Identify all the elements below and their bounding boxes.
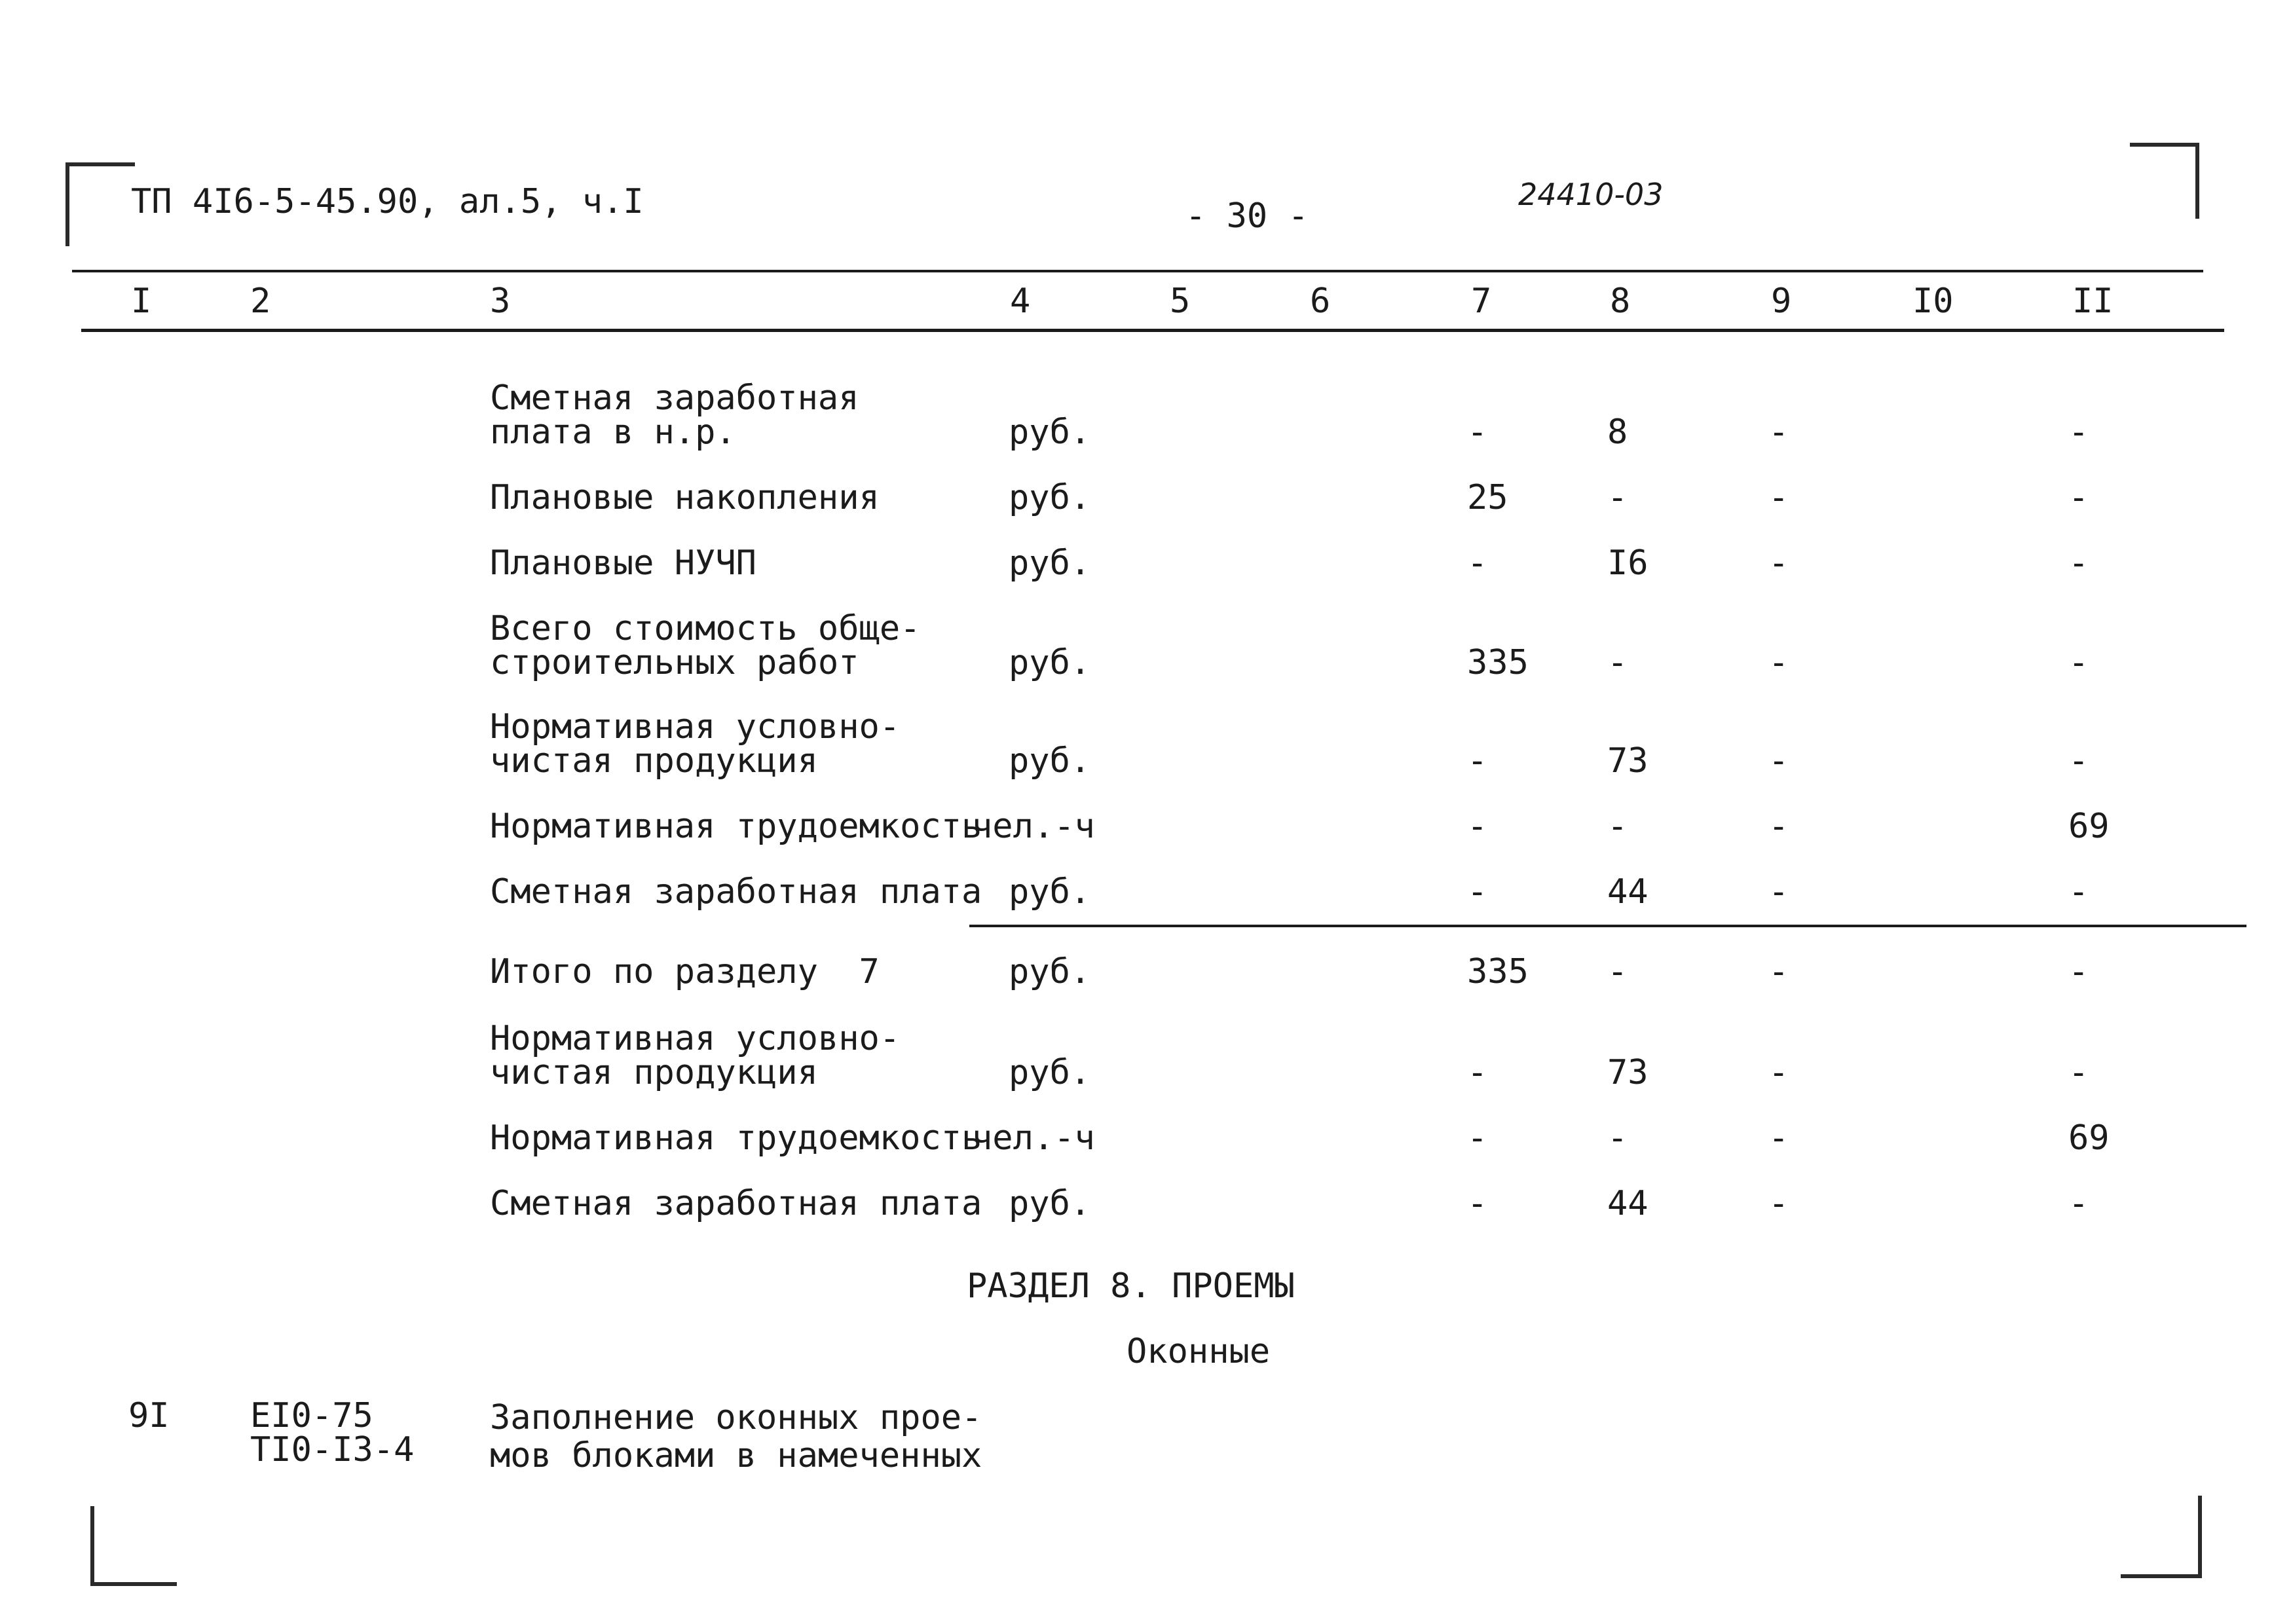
- col-header-7: 7: [1471, 282, 1492, 321]
- row-col11: -: [2068, 1184, 2089, 1223]
- row-col9: -: [1768, 1053, 1789, 1092]
- row-name: Сметная заработная плата: [490, 872, 982, 912]
- handwritten-stamp: 24410-03: [1518, 177, 1664, 212]
- row-col7: 25: [1467, 478, 1508, 517]
- row-unit: руб.: [1009, 1184, 1091, 1223]
- corner-mark-top-left: [65, 162, 135, 246]
- row-col8: -: [1607, 1118, 1628, 1158]
- row-unit: чел.-ч: [972, 1118, 1095, 1158]
- row-col9: -: [1768, 643, 1789, 682]
- row-col9: -: [1768, 1118, 1789, 1158]
- row-unit: руб.: [1009, 872, 1091, 912]
- row-unit: руб.: [1009, 952, 1091, 991]
- row-col8: -: [1607, 952, 1628, 991]
- row-col11: -: [2068, 741, 2089, 781]
- row-name: Итого по разделу 7: [490, 952, 880, 991]
- corner-mark-bottom-right: [2121, 1496, 2202, 1578]
- row-col11: 69: [2068, 807, 2110, 846]
- col-header-2: 2: [250, 282, 271, 321]
- section-subtitle: Оконные: [1127, 1332, 1271, 1371]
- row-col7: -: [1467, 741, 1488, 781]
- row-name: Нормативная трудоемкость: [490, 1118, 982, 1158]
- row-col7: -: [1467, 872, 1488, 912]
- row-col7: -: [1467, 544, 1488, 583]
- col-header-8: 8: [1610, 282, 1631, 321]
- col-header-6: 6: [1310, 282, 1331, 321]
- row-unit: руб.: [1009, 1053, 1091, 1092]
- row-col11: -: [2068, 544, 2089, 583]
- row-col11: -: [2068, 872, 2089, 912]
- row-col8: 73: [1607, 741, 1648, 781]
- row-name: Сметная заработная плата: [490, 1184, 982, 1223]
- row-col11: -: [2068, 1053, 2089, 1092]
- header-top-rule: [72, 270, 2203, 272]
- row-col8: -: [1607, 478, 1628, 517]
- row-col7: -: [1467, 1053, 1488, 1092]
- row-col7: -: [1467, 413, 1488, 452]
- row-number: 9I: [128, 1396, 170, 1435]
- row-col7: 335: [1467, 952, 1529, 991]
- row-col9: -: [1768, 872, 1789, 912]
- row-unit: руб.: [1009, 643, 1091, 682]
- row-name: Плановые НУЧП: [490, 544, 756, 583]
- row-unit: руб.: [1009, 413, 1091, 452]
- row-col8: 8: [1607, 413, 1628, 452]
- row-col8: -: [1607, 643, 1628, 682]
- row-code: EI0-75 TI0-I3-4: [250, 1396, 415, 1469]
- row-col9: -: [1768, 413, 1789, 452]
- corner-mark-bottom-left: [90, 1506, 177, 1586]
- row-col7: 335: [1467, 643, 1529, 682]
- row-col11: 69: [2068, 1118, 2110, 1158]
- row-col9: -: [1768, 741, 1789, 781]
- page-number: - 30 -: [1185, 196, 1309, 236]
- row-unit: руб.: [1009, 741, 1091, 781]
- row-unit: чел.-ч: [972, 807, 1095, 846]
- header-bottom-rule: [81, 329, 2224, 332]
- row-name: Сметная заработная плата в н.р.: [490, 378, 859, 452]
- row-col11: -: [2068, 478, 2089, 517]
- row-col9: -: [1768, 1184, 1789, 1223]
- corner-mark-top-right: [2130, 143, 2199, 219]
- row-col11: -: [2068, 643, 2089, 682]
- row-name: Нормативная условно- чистая продукция: [490, 707, 901, 781]
- row-col7: -: [1467, 807, 1488, 846]
- row-col8: 44: [1607, 872, 1648, 912]
- section-total-rule: [969, 925, 2246, 927]
- col-header-9: 9: [1771, 282, 1792, 321]
- col-header-3: 3: [490, 282, 511, 321]
- col-header-5: 5: [1170, 282, 1191, 321]
- row-col11: -: [2068, 952, 2089, 991]
- row-name: Всего стоимость обще- строительных работ: [490, 609, 921, 682]
- row-col8: 44: [1607, 1184, 1648, 1223]
- row-col9: -: [1768, 952, 1789, 991]
- row-col9: -: [1768, 544, 1789, 583]
- row-col8: -: [1607, 807, 1628, 846]
- col-header-1: I: [131, 282, 152, 321]
- row-name: Нормативная трудоемкость: [490, 807, 982, 846]
- row-col8: I6: [1607, 544, 1648, 583]
- row-col7: -: [1467, 1118, 1488, 1158]
- row-name: Нормативная условно- чистая продукция: [490, 1019, 901, 1092]
- row-col8: 73: [1607, 1053, 1648, 1092]
- row-col9: -: [1768, 807, 1789, 846]
- col-header-4: 4: [1010, 282, 1031, 321]
- row-col7: -: [1467, 1184, 1488, 1223]
- row-unit: руб.: [1009, 478, 1091, 517]
- row-name: Плановые накопления: [490, 478, 880, 517]
- row-name: Заполнение оконных прое- мов блоками в намеченных: [490, 1398, 982, 1475]
- col-header-11: II: [2072, 282, 2114, 321]
- section-title: РАЗДЕЛ 8. ПРОЕМЫ: [967, 1266, 1295, 1306]
- row-col11: -: [2068, 413, 2089, 452]
- row-col9: -: [1768, 478, 1789, 517]
- row-unit: руб.: [1009, 544, 1091, 583]
- col-header-10: I0: [1912, 282, 1954, 321]
- document-code: ТП 4I6-5-45.90, ал.5, ч.I: [131, 182, 644, 221]
